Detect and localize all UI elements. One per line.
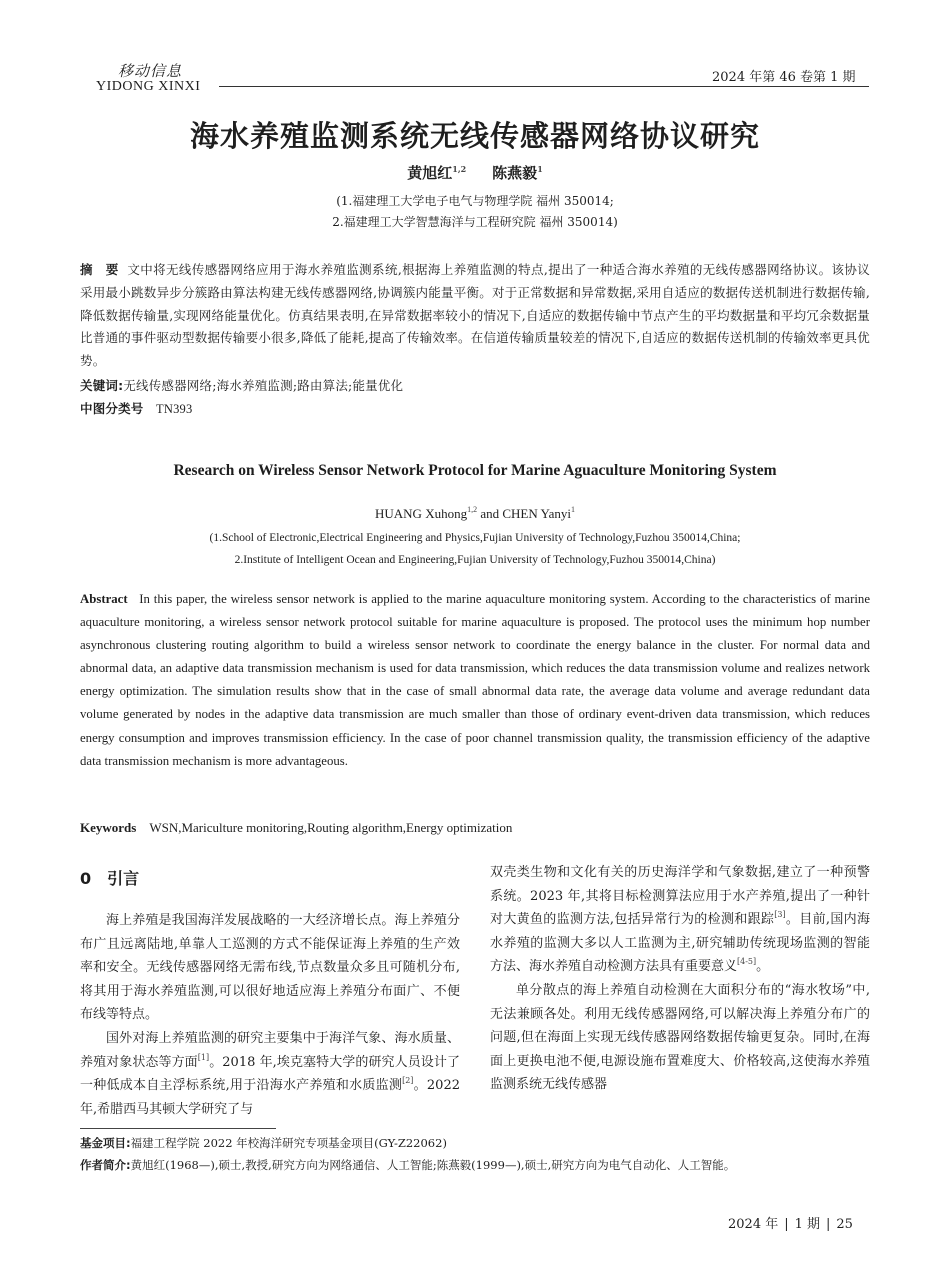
paragraph: 双壳类生物和文化有关的历史海洋学和气象数据,建立了一种预警系统。2023 年,其将目标检测算法应用于水产养殖,提出了一种针对大黄鱼的监测方法,包括异常行为的检测和跟踪[3]。目前,国内海水养殖的监测大多以人工监测为主,研究辅助传统现场监测的智能方法、海水养殖自动检测方法具有重要意义[4-5]。: [490, 865, 870, 975]
citation: [4-5]: [737, 957, 757, 967]
footnote-rule: [80, 1128, 276, 1129]
clc-number: [80, 398, 870, 421]
abstract-cn: [80, 259, 870, 373]
footnote-author: 作者简介:黄旭红(1968—),硕士,教授,研究方向为网络通信、人工智能;陈燕毅(1999—),硕士,研究方向为电气自动化、人工智能。: [80, 1158, 736, 1172]
keywords-en-label: Keywords: [80, 820, 137, 835]
citation: [3]: [774, 910, 786, 920]
page-footer: 2024 年 | 1 期 | 25: [728, 1217, 853, 1232]
paragraph: 海上养殖是我国海洋发展战略的一大经济增长点。海上养殖分布广且远离陆地,单靠人工巡测的方式不能保证海上养殖的生产效率和安全。无线传感器网络无需布线,节点数量众多且可随机分布,将其用于海水养殖监测,可以很好地适应海上养殖分布面广、不便布线等特点。: [80, 913, 460, 1023]
keywords-cn-label: 关键词:: [80, 378, 124, 393]
abstract-en-text: In this paper, the wireless sensor network is applied to the marine aquaculture monitoring system. According to the characteristics of marine aquaculture monitoring, a wireless sensor network protocol suitable for marine aquaculture is proposed. The protocol uses the minimum hop number asynchronous clustering routing algorithm to build a wireless sensor network to coordinate the energy balance in the cluster. For normal data and abnormal data, an adaptive data transmission mechanism is used for data transmission, which reduces the data transmission volume and realizes network energy optimization. The simulation results show that in the case of small abnormal data rate, the average data volume and average redundant data volume generated by nodes in the adaptive data transmission are much smaller than those of ordinary event-driven data transmission, which reduces energy consumption and improves transmission efficiency. In the case of poor channel transmission quality, the transmission efficiency of the adaptive data transmission mechanism is more advantageous.: [80, 592, 870, 768]
body-column-left: [80, 909, 460, 1121]
journal-name-pinyin: YIDONG XINXI: [96, 79, 201, 94]
body-column-right: [490, 861, 870, 1097]
paper-title-en: Research on Wireless Sensor Network Protocol for Marine Aguaculture Monitoring System: [173, 462, 777, 479]
affiliation-en-2: 2.Institute of Intelligent Ocean and Engineering,Fujian University of Technology,Fuzhou 350014,China): [234, 554, 716, 566]
paragraph: 单分散点的海上养殖自动检测在大面积分布的“海水牧场”中,无法兼顾各处。利用无线传感器网络,可以解决海上养殖分布广的问题,但在海面上实现无线传感器网络数据传输更复杂。同时,在海面上更换电池不便,电源设施布置难度大、价格较高,这使海水养殖监测系统无线传感器: [490, 982, 870, 1093]
citation: [1]: [197, 1052, 210, 1062]
header-rule: [219, 86, 869, 87]
affiliation-en-1: (1.School of Electronic,Electrical Engineering and Physics,Fujian University of Technology,Fuzhou 350014,China;: [209, 532, 741, 544]
keywords-en-text: WSN,Mariculture monitoring,Routing algorithm,Energy optimization: [149, 820, 513, 835]
clc-label: 中图分类号: [80, 401, 144, 416]
author-cn: 黄旭红$^{1,2}$: [407, 164, 467, 182]
section-heading: [80, 866, 139, 889]
footnote-fund: 基金项目:福建工程学院 2022 年校海洋研究专项基金项目(GY-Z22062): [80, 1136, 447, 1150]
keywords-cn: [80, 375, 870, 398]
issue-label: 2024 年第 46 卷第 1 期: [712, 70, 856, 85]
affiliation-cn-1: (1.福建理工大学电子电气与物理学院 福州 350014;: [336, 194, 614, 208]
keywords-cn-text: 无线传感器网络;海水养殖监测;路由算法;能量优化: [123, 378, 404, 393]
authors-cn: [0, 162, 950, 183]
section-title: 引言: [107, 869, 140, 888]
abstract-cn-label: 摘 要: [80, 262, 119, 277]
authors-en: HUANG Xuhong$^{1,2}$ and CHEN Yanyi$^1$: [375, 505, 575, 521]
author-cn: 陈燕毅$^1$: [492, 164, 543, 182]
citation: [2]: [402, 1076, 414, 1086]
affiliation-cn-2: 2.福建理工大学智慧海洋与工程研究院 福州 350014): [332, 215, 618, 229]
abstract-en-label: Abstract: [80, 592, 128, 606]
abstract-cn-text: 文中将无线传感器网络应用于海水养殖监测系统,根据海上养殖监测的特点,提出了一种适合海水养殖的无线传感器网络协议。该协议采用最小跳数异步分簇路由算法构建无线传感器网络,协调簇内能量平衡。对于正常数据和异常数据,采用自适应的数据传送机制进行数据传输,降低数据传输量,实现网络能量优化。仿真结果表明,在异常数据率较小的情况下,自适应的数据传输中节点产生的平均数据量和平均冗余数据量比普通的事件驱动型数据传输要小很多,降低了能耗,提高了传输效率。在信道传输质量较差的情况下,自适应的数据传送机制的传输效率更具优势。: [80, 262, 870, 369]
paper-title-cn: 海水养殖监测系统无线传感器网络协议研究: [189, 119, 760, 153]
page-number: 25: [836, 1217, 853, 1232]
paragraph: 国外对海上养殖监测的研究主要集中于海洋气象、海水质量、养殖对象状态等方面[1]。2018 年,埃克塞特大学的研究人员设计了一种低成本自主浮标系统,用于沿海水产养殖和水质监测[2]。2022 年,希腊西马其顿大学研究了与: [80, 1030, 460, 1117]
section-number: 0: [80, 869, 92, 888]
abstract-en: [80, 588, 870, 773]
footer-issue: 1 期: [794, 1217, 821, 1232]
journal-name-cn: 移动信息: [118, 62, 183, 80]
clc-value: TN393: [156, 402, 193, 416]
keywords-en: [80, 820, 512, 836]
footer-year: 2024 年: [728, 1217, 779, 1232]
